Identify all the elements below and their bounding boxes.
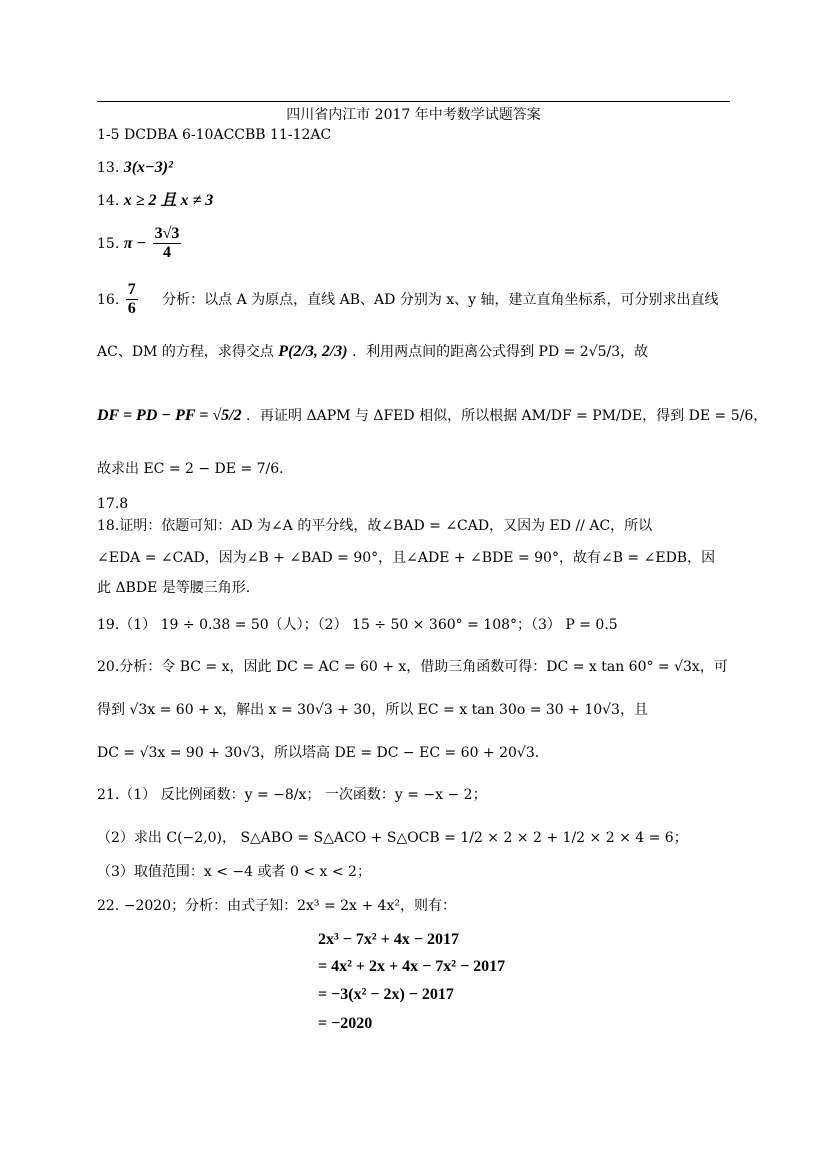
answer-16-line3 xyxy=(97,408,767,424)
q16-analysis-1: 分析：以点 A 为原点，直线 AB、AD 分别为 x、y 轴，建立直角坐标系，可分别求出直线 xyxy=(162,291,719,308)
q15-frac-den: 4 xyxy=(163,244,171,262)
q14-num: 14. xyxy=(97,193,120,209)
answer-22-math-3: = −3(x² − 2x) − 2017 xyxy=(318,986,454,1003)
answer-22-line1: 22. −2020；分析：由式子知：2x³ = 2x + 4x²，则有： xyxy=(97,898,456,914)
page-title: 四川省内江市 2017 年中考数学试题答案 xyxy=(286,107,541,123)
answer-15 xyxy=(97,225,183,263)
q13-num: 13. xyxy=(97,160,120,176)
q16-analysis-2c: ．利用两点间的距离公式得到 PD = 2√5/3，故 xyxy=(352,344,649,360)
answer-18-line1: 18.证明：依题可知：AD 为∠A 的平分线，故∠BAD = ∠CAD，又因为 ED // AC，所以 xyxy=(97,518,653,534)
answer-22-math-1: 2x³ − 7x² + 4x − 2017 xyxy=(318,931,459,948)
answer-13 xyxy=(97,160,173,176)
q16-analysis-2a: AC、DM 的方程，求得交点 xyxy=(97,344,274,360)
q15-num: 15. xyxy=(97,235,120,252)
answer-16-line4: 故求出 EC = 2 − DE = 7/6． xyxy=(97,461,294,477)
q16-num: 16. xyxy=(97,291,120,308)
q16-frac-num: 7 xyxy=(126,281,138,300)
answer-19: 19.（1） 19 ÷ 0.38 = 50（人）；（2） 15 ÷ 50 × 360° = 108°；（3） P = 0.5 xyxy=(97,617,618,633)
answer-18-line2: ∠EDA = ∠CAD，因为∠B + ∠BAD = 90°，且∠ADE + ∠BDE = 90°，故有∠B = ∠EDB，因 xyxy=(97,550,716,566)
q16-frac-den: 6 xyxy=(127,300,136,318)
answer-18-line3: 此 ΔBDE 是等腰三角形. xyxy=(97,580,251,596)
answer-20-line2: 得到 √3x = 60 + x，解出 x = 30√3 + 30，所以 EC = x tan 30o = 30 + 10√3，且 xyxy=(97,702,648,718)
q15-pre: π − xyxy=(123,234,147,252)
q14-expr: x ≥ 2 且 x ≠ 3 xyxy=(123,192,214,209)
answer-20-line3: DC = √3x = 90 + 30√3，所以塔高 DE = DC − EC = 60 + 20√3． xyxy=(97,745,549,761)
q16-point-p: P(2/3, 2/3) xyxy=(278,343,348,360)
answer-21-line3: （3）取值范围：x < −4 或者 0 < x < 2； xyxy=(97,864,371,880)
answer-21-line2: （2）求出 C(−2,0)， S△ABO = S△ACO + S△OCB = 1/2 × 2 × 2 + 1/2 × 2 × 4 = 6； xyxy=(97,830,688,846)
answer-22-math-4: = −2020 xyxy=(318,1015,373,1032)
answer-17: 17.8 xyxy=(97,496,129,512)
q16-fraction xyxy=(126,281,138,319)
answer-20-line1: 20.分析：令 BC = x，因此 DC = AC = 60 + x，借助三角函数可得：DC = x tan 60° = √3x，可 xyxy=(97,659,728,675)
answer-22-math-2: = 4x² + 2x + 4x − 7x² − 2017 xyxy=(318,958,506,975)
answer-21-line1: 21.（1） 反比例函数：y = −8/x； 一次函数：y = −x − 2； xyxy=(97,787,487,803)
q16-analysis-3b: ．再证明 ΔAPM 与 ΔFED 相似，所以根据 AM/DF = PM/DE，得到 DE = 5/6， xyxy=(246,408,768,424)
answer-16-line2 xyxy=(97,344,648,360)
q13-expr: 3(x−3)² xyxy=(123,159,173,176)
q15-fraction xyxy=(153,225,182,263)
q16-df-expr: DF = PD − PF = √5/2 xyxy=(97,407,242,424)
q15-frac-num: 3√3 xyxy=(153,225,182,244)
multiple-choice-answers: 1-5 DCDBA 6-10ACCBB 11-12AC xyxy=(97,127,332,143)
answer-16-line1 xyxy=(97,281,719,319)
answer-14 xyxy=(97,193,213,209)
header-rule xyxy=(97,101,730,102)
